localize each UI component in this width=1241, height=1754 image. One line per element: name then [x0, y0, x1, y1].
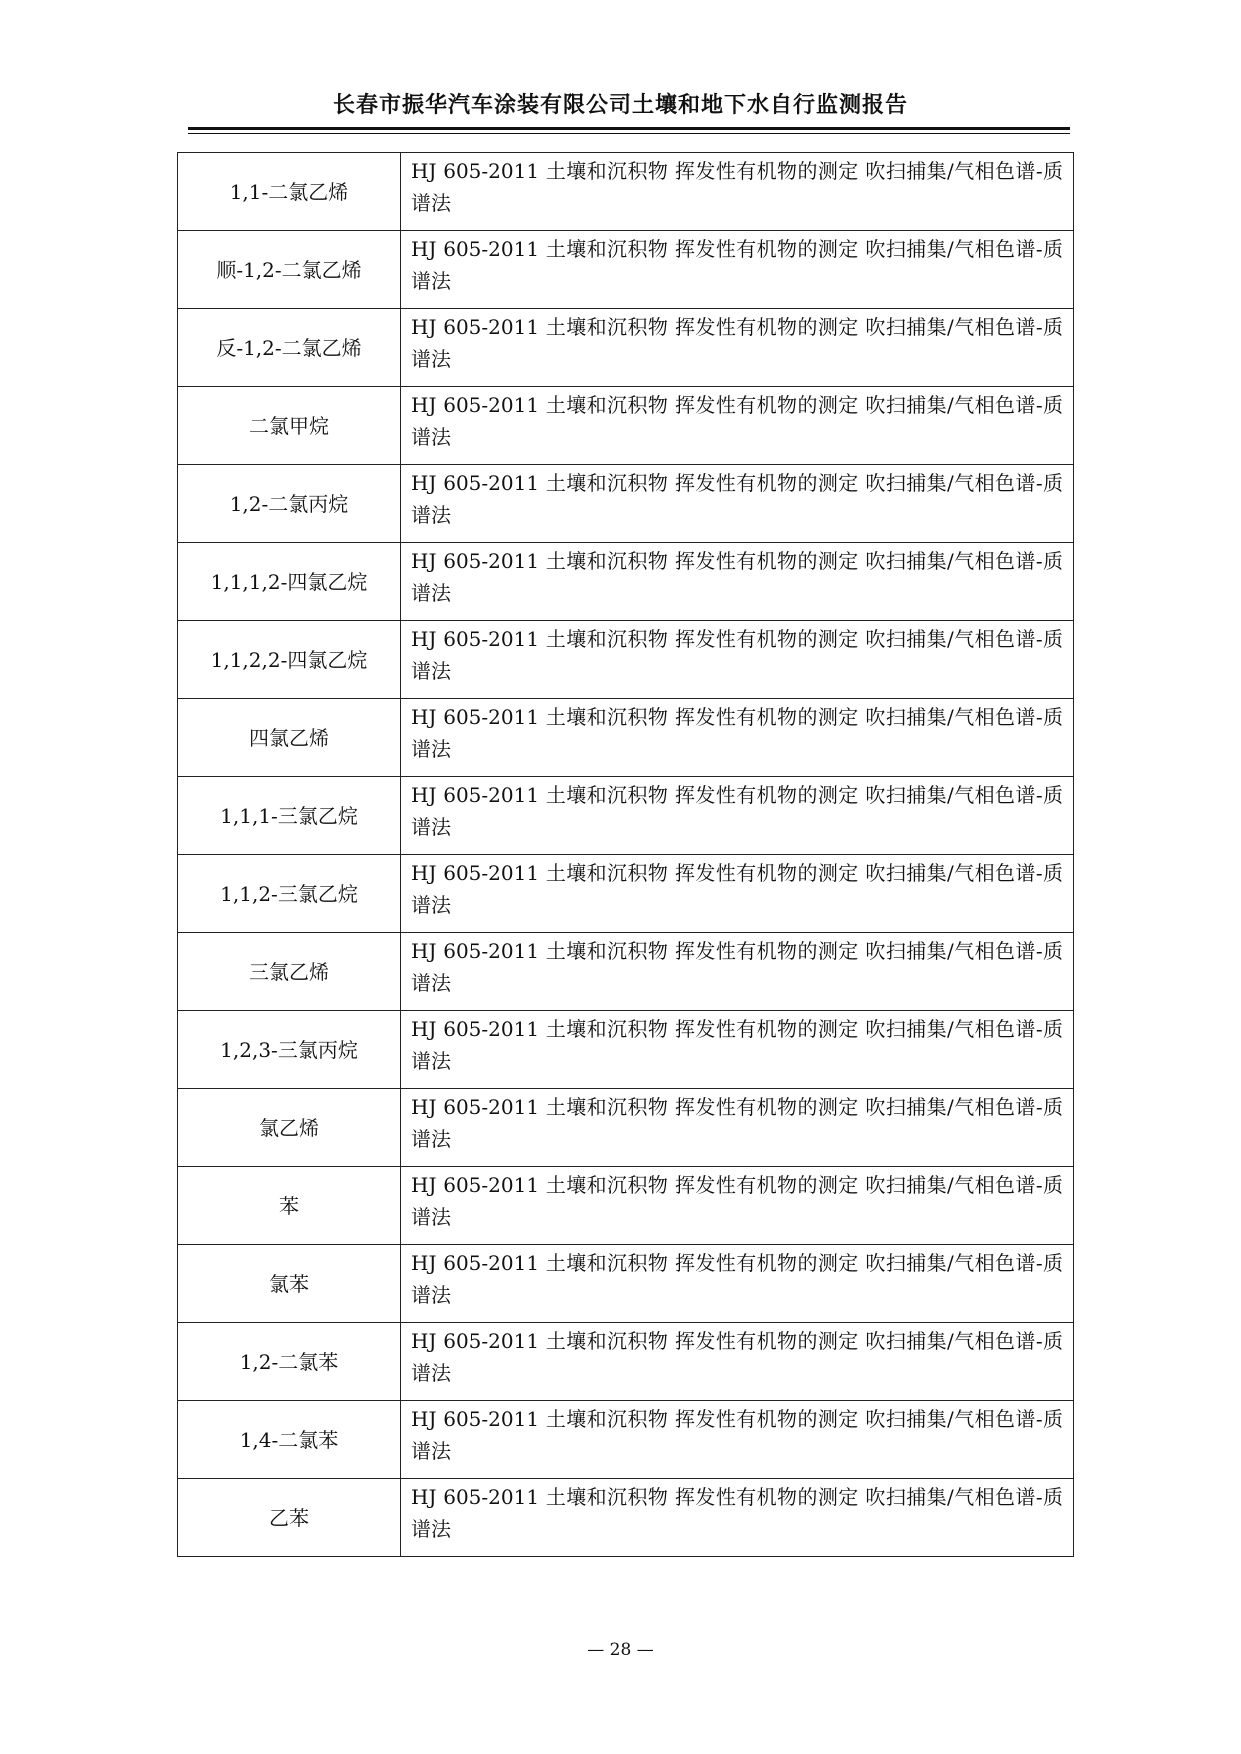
- table-row: [178, 621, 1074, 699]
- methods-table-body: [178, 153, 1074, 1557]
- table-row: [178, 1167, 1074, 1245]
- method-cell: HJ 605-2011 土壤和沉积物 挥发性有机物的测定 吹扫捕集/气相色谱-质谱法: [401, 309, 1074, 387]
- method-cell: HJ 605-2011 土壤和沉积物 挥发性有机物的测定 吹扫捕集/气相色谱-质谱法: [401, 1167, 1074, 1245]
- table-row: [178, 855, 1074, 933]
- table-row: [178, 1479, 1074, 1557]
- table-row: [178, 777, 1074, 855]
- method-cell: HJ 605-2011 土壤和沉积物 挥发性有机物的测定 吹扫捕集/气相色谱-质谱法: [401, 1401, 1074, 1479]
- analyte-cell: 1,4-二氯苯: [178, 1401, 401, 1479]
- table-row: [178, 309, 1074, 387]
- analyte-cell: 1,1,2,2-四氯乙烷: [178, 621, 401, 699]
- method-cell: HJ 605-2011 土壤和沉积物 挥发性有机物的测定 吹扫捕集/气相色谱-质谱法: [401, 1323, 1074, 1401]
- analyte-cell: 三氯乙烯: [178, 933, 401, 1011]
- method-cell: HJ 605-2011 土壤和沉积物 挥发性有机物的测定 吹扫捕集/气相色谱-质谱法: [401, 1011, 1074, 1089]
- analyte-cell: 反-1,2-二氯乙烯: [178, 309, 401, 387]
- method-cell: HJ 605-2011 土壤和沉积物 挥发性有机物的测定 吹扫捕集/气相色谱-质谱法: [401, 933, 1074, 1011]
- table-row: [178, 543, 1074, 621]
- analyte-cell: 二氯甲烷: [178, 387, 401, 465]
- method-cell: HJ 605-2011 土壤和沉积物 挥发性有机物的测定 吹扫捕集/气相色谱-质谱法: [401, 543, 1074, 621]
- analyte-cell: 1,2,3-三氯丙烷: [178, 1011, 401, 1089]
- method-cell: HJ 605-2011 土壤和沉积物 挥发性有机物的测定 吹扫捕集/气相色谱-质谱法: [401, 855, 1074, 933]
- page-header-title: 长春市振华汽车涂装有限公司土壤和地下水自行监测报告: [332, 93, 908, 118]
- header-rule-thick: [188, 127, 1070, 130]
- page-number: — 28 —: [587, 1640, 654, 1660]
- methods-table: [177, 152, 1074, 1557]
- method-cell: HJ 605-2011 土壤和沉积物 挥发性有机物的测定 吹扫捕集/气相色谱-质谱法: [401, 621, 1074, 699]
- table-row: [178, 1089, 1074, 1167]
- method-cell: HJ 605-2011 土壤和沉积物 挥发性有机物的测定 吹扫捕集/气相色谱-质谱法: [401, 777, 1074, 855]
- analyte-cell: 顺-1,2-二氯乙烯: [178, 231, 401, 309]
- table-row: [178, 1323, 1074, 1401]
- analyte-cell: 苯: [178, 1167, 401, 1245]
- table-row: [178, 933, 1074, 1011]
- method-cell: HJ 605-2011 土壤和沉积物 挥发性有机物的测定 吹扫捕集/气相色谱-质谱法: [401, 1245, 1074, 1323]
- header-rule-thin: [188, 133, 1070, 134]
- method-cell: HJ 605-2011 土壤和沉积物 挥发性有机物的测定 吹扫捕集/气相色谱-质谱法: [401, 153, 1074, 231]
- analyte-cell: 1,1-二氯乙烯: [178, 153, 401, 231]
- analyte-cell: 1,2-二氯苯: [178, 1323, 401, 1401]
- method-cell: HJ 605-2011 土壤和沉积物 挥发性有机物的测定 吹扫捕集/气相色谱-质谱法: [401, 1089, 1074, 1167]
- analyte-cell: 1,1,2-三氯乙烷: [178, 855, 401, 933]
- analyte-cell: 1,2-二氯丙烷: [178, 465, 401, 543]
- method-cell: HJ 605-2011 土壤和沉积物 挥发性有机物的测定 吹扫捕集/气相色谱-质谱法: [401, 699, 1074, 777]
- table-row: [178, 465, 1074, 543]
- method-cell: HJ 605-2011 土壤和沉积物 挥发性有机物的测定 吹扫捕集/气相色谱-质谱法: [401, 1479, 1074, 1557]
- table-row: [178, 1245, 1074, 1323]
- method-cell: HJ 605-2011 土壤和沉积物 挥发性有机物的测定 吹扫捕集/气相色谱-质谱法: [401, 387, 1074, 465]
- analyte-cell: 1,1,1-三氯乙烷: [178, 777, 401, 855]
- table-row: [178, 231, 1074, 309]
- analyte-cell: 1,1,1,2-四氯乙烷: [178, 543, 401, 621]
- analyte-cell: 乙苯: [178, 1479, 401, 1557]
- table-row: [178, 1011, 1074, 1089]
- table-row: [178, 153, 1074, 231]
- table-row: [178, 387, 1074, 465]
- table-row: [178, 699, 1074, 777]
- method-cell: HJ 605-2011 土壤和沉积物 挥发性有机物的测定 吹扫捕集/气相色谱-质谱法: [401, 231, 1074, 309]
- table-row: [178, 1401, 1074, 1479]
- analyte-cell: 四氯乙烯: [178, 699, 401, 777]
- analyte-cell: 氯苯: [178, 1245, 401, 1323]
- method-cell: HJ 605-2011 土壤和沉积物 挥发性有机物的测定 吹扫捕集/气相色谱-质谱法: [401, 465, 1074, 543]
- analyte-cell: 氯乙烯: [178, 1089, 401, 1167]
